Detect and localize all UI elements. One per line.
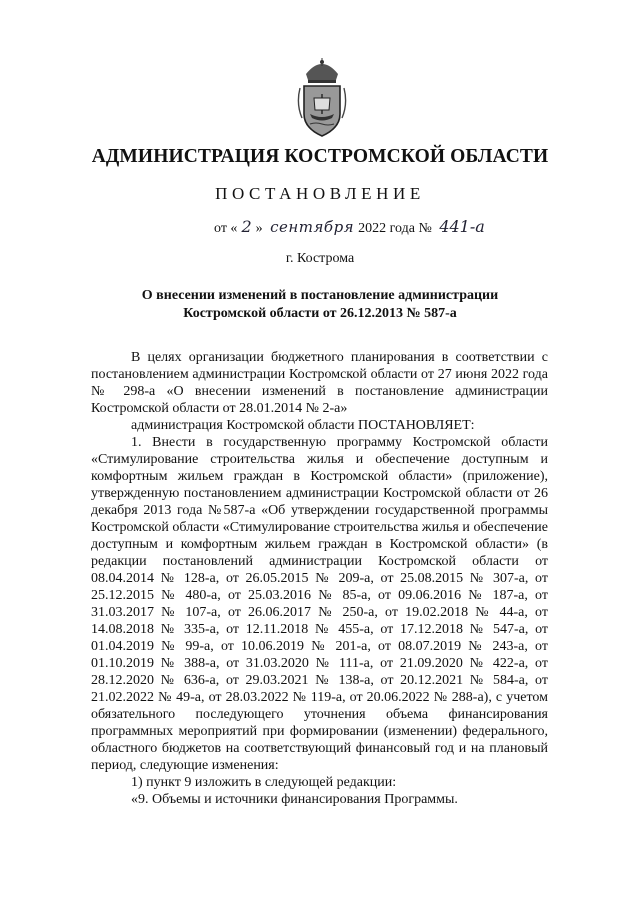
paragraph-resolves: администрация Костромской области ПОСТАНОВЛЯЕТ:: [131, 418, 475, 433]
city: г. Кострома: [285, 251, 355, 266]
authority-title: АДМИНИСТРАЦИЯ КОСТРОМСКОЙ ОБЛАСТИ: [91, 146, 549, 167]
date-prefix: от «: [214, 221, 238, 236]
paragraph-quote-start: «9. Объемы и источники финансирования Программы.: [131, 792, 458, 807]
date-mid: »: [255, 221, 263, 236]
subject-line-2: Костромской области от 26.12.2013 № 587-а: [183, 306, 457, 321]
date-year: 2022 года №: [358, 221, 432, 236]
paragraph-item-1: 1. Внести в государственную программу Костромской области «Стимулирование строительства жилья и обеспечение доступным и комфортным жильем граждан в Костромской области» (приложение), утвержденную постановлением администрации Костромской области от 26 декабря 2013 года №587-а «Об утверждении государственной программы Костромской области «Стимулирование строительства жилья и обеспечение доступным и комфортным жильем граждан в Костромской области» (в редакции постановлений администрации Костромской области от 08.04.2014 № 128-а, от 26.05.2015 № 209-а, от 25.08.2015 № 307-а, от 25.12.2015 № 480-а, от 25.03.2016 № 85-а, от 09.06.2016 № 187-а, от 31.03.2017 № 107-а, от 26.06.2017 № 250-а, от 19.02.2018 № 44-а, от 14.08.2018 № 335-а, от 12.11.2018 № 455-а, от 17.12.2018 № 547-а, от 01.04.2019 № 99-а, от 10.06.2019 № 201-а, от 08.07.2019 № 243-а, от 01.10.2019 № 388-а, от 31.03.2020 № 111-а, от 21.09.2020 № 422-а, от 28.12.2020 № 636-а, от 29.03.2021 № 138-а, от 20.12.2021 № 584-а, от 21.02.2022 № 49-а, от 28.03.2022 № 119-а, от 20.06.2022 № 288-а), с учетом обязательного последующего уточнения объема финансирования программных мероприятий при формировании (изменении) федерального, областного бюджетов на соответствующий финансовый год и на плановый период, следующие изменения:: [91, 435, 548, 773]
date-month: сентября: [270, 218, 355, 236]
paragraph-preamble: В целях организации бюджетного планирования в соответствии с постановлением администрации Костромской области от 27 июня 2022 года № 298-а «О внесении изменений в постановление администрации Костромской области от 28.01.2014 № 2-а»: [91, 350, 548, 416]
coat-of-arms-icon: [296, 56, 348, 140]
document-date-line: [214, 217, 485, 237]
document-subject: [100, 287, 540, 323]
document-type: ПОСТАНОВЛЕНИЕ: [215, 184, 425, 203]
date-day: 2: [241, 217, 252, 236]
paragraph-subitem-1: 1) пункт 9 изложить в следующей редакции:: [131, 775, 397, 790]
document-number: 441-а: [439, 217, 485, 236]
subject-line-1: О внесении изменений в постановление администрации: [141, 288, 499, 303]
document-body: [91, 349, 548, 808]
